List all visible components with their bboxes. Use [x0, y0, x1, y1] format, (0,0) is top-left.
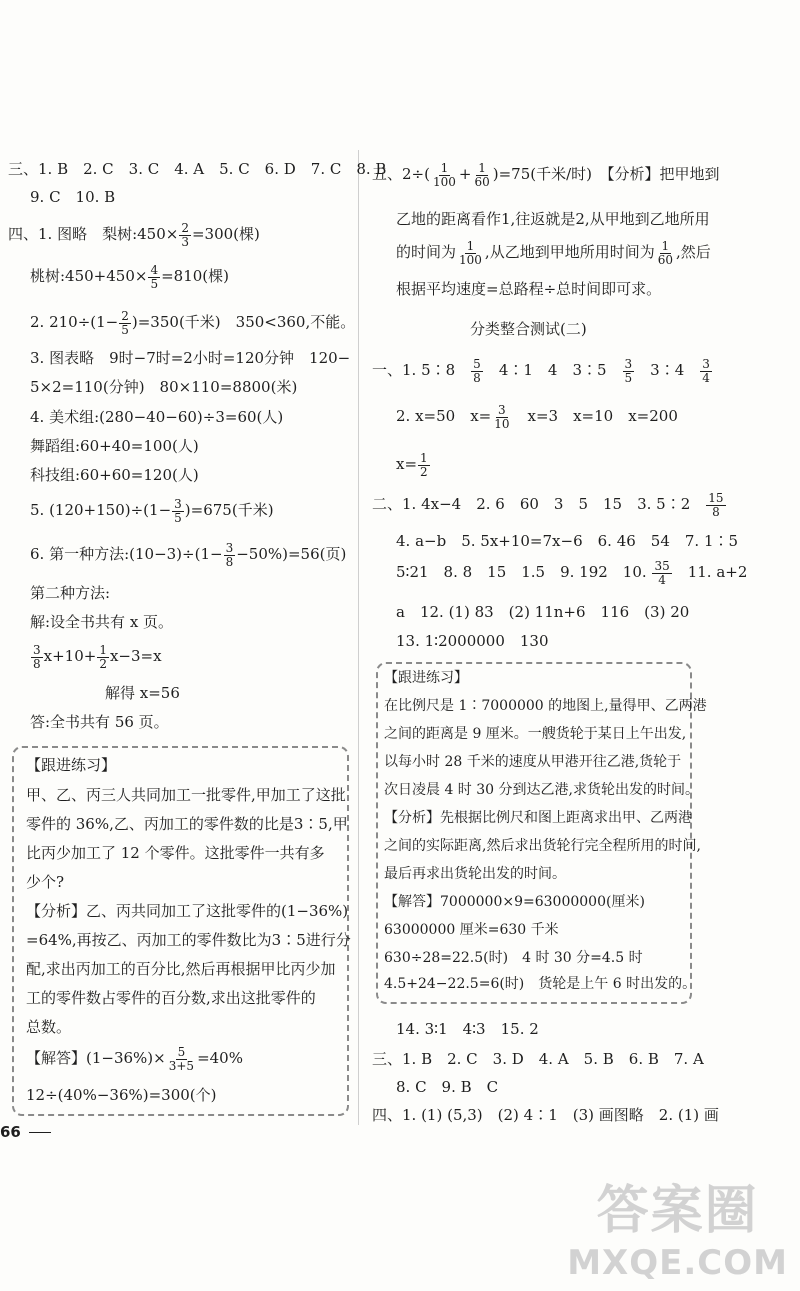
answer-line: 4. a−b 5. 5x+10=7x−6 6. 46 54 7. 1∶5 [396, 532, 739, 550]
answer-line: 2. 210÷(1− $\frac{2}{5}$ )=350(千米) 350<360,不能。 [30, 309, 356, 337]
answer-line: 三、1. B 2. C 3. C 4. A 5. C 6. D 7. C 8. B [8, 160, 387, 178]
box-line: 【分析】乙、丙共同加工了这批零件的(1−36%) [26, 902, 349, 920]
answer-line: 解得 x=56 [105, 684, 180, 702]
box-line: 最后再求出货轮出发的时间。 [384, 866, 566, 882]
box-line: 在比例尺是 1∶7000000 的地图上,量得甲、乙两港 [384, 698, 707, 714]
answer-line: a 12. (1) 83 (2) 11n+6 116 (3) 20 [396, 603, 690, 621]
fraction: $\frac{1}{60}$ [474, 161, 490, 189]
answer-line: 舞蹈组:60+40=100(人) [30, 437, 199, 455]
fraction: $\frac{3}{10}$ [494, 403, 510, 431]
column-divider [358, 150, 359, 1125]
box-line: 4.5+24−22.5=6(时) 货轮是上午 6 时出发的。 [384, 976, 697, 992]
box-line: 次日凌晨 4 时 30 分到达乙港,求货轮出发的时间。 [384, 782, 699, 798]
answer-line: 答:全书共有 56 页。 [30, 713, 169, 731]
box-line: 【分析】先根据比例尺和图上距离求出甲、乙两港 [384, 810, 692, 826]
box-line: 63000000 厘米=630 千米 [384, 922, 559, 938]
answer-line: 9. C 10. B [30, 188, 116, 206]
answer-line: 8. C 9. B C [396, 1078, 499, 1096]
fraction: $\frac{4}{5}$ [150, 263, 159, 291]
answer-line: x= $\frac{1}{2}$ [396, 451, 428, 479]
answer-line: 五、2÷( $\frac{1}{100}$ + $\frac{1}{60}$ )=75(千米/时) 【分析】把甲地到 [372, 161, 720, 189]
answer-line: 6. 第一种方法:(10−3)÷(1− $\frac{3}{8}$ −50%)=56(页) [30, 541, 347, 569]
box-line: 12÷(40%−36%)=300(个) [26, 1086, 217, 1104]
box-line: 工的零件数占零件的百分数,求出这批零件的 [26, 989, 316, 1007]
box-line: 甲、乙、丙三人共同加工一批零件,甲加工了这批 [26, 786, 346, 804]
box-line: 比丙少加工了 12 个零件。这批零件一共有多 [26, 844, 325, 862]
answer-line: 4. 美术组:(280−40−60)÷3=60(人) [30, 408, 284, 426]
fraction: $\frac{15}{8}$ [708, 491, 724, 519]
answer-line: 2. x=50 x= $\frac{3}{10}$ x=3 x=10 x=200 [396, 403, 678, 431]
fraction: $\frac{1}{100}$ [459, 239, 482, 267]
box-line: 以每小时 28 千米的速度从甲港开往乙港,货轮于 [384, 754, 682, 770]
fraction: $\frac{2}{3}$ [181, 221, 189, 249]
answer-line: 乙地的距离看作1,往返就是2,从甲地到乙地所用 [396, 210, 710, 228]
answer-line: 解:设全书共有 x 页。 [30, 613, 174, 631]
fraction: $\frac{3}{5}$ [174, 497, 182, 525]
fraction: $\frac{5}{3+5}$ [168, 1045, 195, 1073]
answer-line: $\frac{3}{8}$ x+10+ $\frac{1}{2}$ x−3=x [33, 643, 162, 671]
box-title: 【跟进练习】 [384, 670, 468, 686]
fraction: $\frac{2}{5}$ [121, 309, 129, 337]
fraction: $\frac{3}{8}$ [225, 541, 234, 569]
answer-line: 三、1. B 2. C 3. D 4. A 5. B 6. B 7. A [372, 1050, 704, 1068]
section-heading: 分类整合测试(二) [470, 320, 587, 338]
answer-line: 13. 1∶2000000 130 [396, 632, 549, 650]
box-line: 【解答】(1−36%)× $\frac{5}{3+5}$ =40% [26, 1045, 243, 1073]
fraction: $\frac{3}{5}$ [624, 357, 633, 385]
answer-line: 5×2=110(分钟) 80×110=8800(米) [30, 378, 298, 396]
page-number: 66 [0, 1123, 51, 1141]
fraction: $\frac{3}{4}$ [702, 357, 710, 385]
box-line: 零件的 36%,乙、丙加工的零件数的比是3∶5,甲 [26, 815, 348, 833]
fraction: $\frac{1}{2}$ [99, 643, 107, 671]
fraction: $\frac{1}{100}$ [432, 161, 456, 189]
box-line: =64%,再按乙、丙加工的零件数比为3∶5进行分 [26, 931, 351, 949]
answer-line: 二、1. 4x−4 2. 6 60 3 5 15 3. 5∶2 $\frac{15}{8}$ [372, 491, 724, 519]
answer-line: 5∶21 8. 8 15 1.5 9. 192 10. $\frac{35}{4}$ 11. a+2 [396, 559, 748, 587]
answer-line: 14. 3∶1 4∶3 15. 2 [396, 1020, 539, 1038]
answer-line: 四、1. (1) (5,3) (2) 4∶1 (3) 画图略 2. (1) 画 [372, 1106, 719, 1124]
box-line: 配,求出丙加工的百分比,然后再根据甲比丙少加 [26, 960, 336, 978]
box-line: 630÷28=22.5(时) 4 时 30 分=4.5 时 [384, 950, 643, 966]
box-line: 少个? [26, 873, 65, 891]
answer-line: 科技组:60+60=120(人) [30, 466, 199, 484]
box-title: 【跟进练习】 [26, 756, 117, 774]
box-line: 【解答】7000000×9=63000000(厘米) [384, 894, 645, 910]
box-line: 总数。 [26, 1018, 72, 1036]
answer-line: 第二种方法: [30, 584, 111, 602]
answer-line: 的时间为 $\frac{1}{100}$ ,从乙地到甲地所用时间为 $\frac{1}{60}$ ,然后 [396, 239, 711, 267]
answer-line: 一、1. 5∶8 $\frac{5}{8}$ 4∶1 4 3∶5 $\frac{3}{5}$ 3∶4 $\frac{3}{4}$ [372, 357, 710, 385]
answer-line: 根据平均速度=总路程÷总时间即可求。 [396, 280, 662, 298]
answer-line: 桃树:450+450× $\frac{4}{5}$ =810(棵) [30, 263, 229, 291]
fraction: $\frac{1}{60}$ [657, 239, 673, 267]
fraction: $\frac{3}{8}$ [33, 643, 41, 671]
answer-line: 5. (120+150)÷(1− $\frac{3}{5}$ )=675(千米) [30, 497, 274, 525]
fraction: $\frac{35}{4}$ [654, 559, 670, 587]
fraction: $\frac{5}{8}$ [473, 357, 481, 385]
answer-line: 3. 图表略 9时−7时=2小时=120分钟 120− [30, 349, 351, 367]
box-line: 之间的实际距离,然后求出货轮行完全程所用的时间, [384, 838, 701, 854]
fraction: $\frac{1}{2}$ [420, 451, 428, 479]
watermark-logo: 答案圈 MXQE.COM [567, 1181, 788, 1283]
box-line: 之间的距离是 9 厘米。一艘货轮于某日上午出发, [384, 726, 687, 742]
answer-line: 四、1. 图略 梨树:450× $\frac{2}{3}$ =300(棵) [8, 221, 260, 249]
